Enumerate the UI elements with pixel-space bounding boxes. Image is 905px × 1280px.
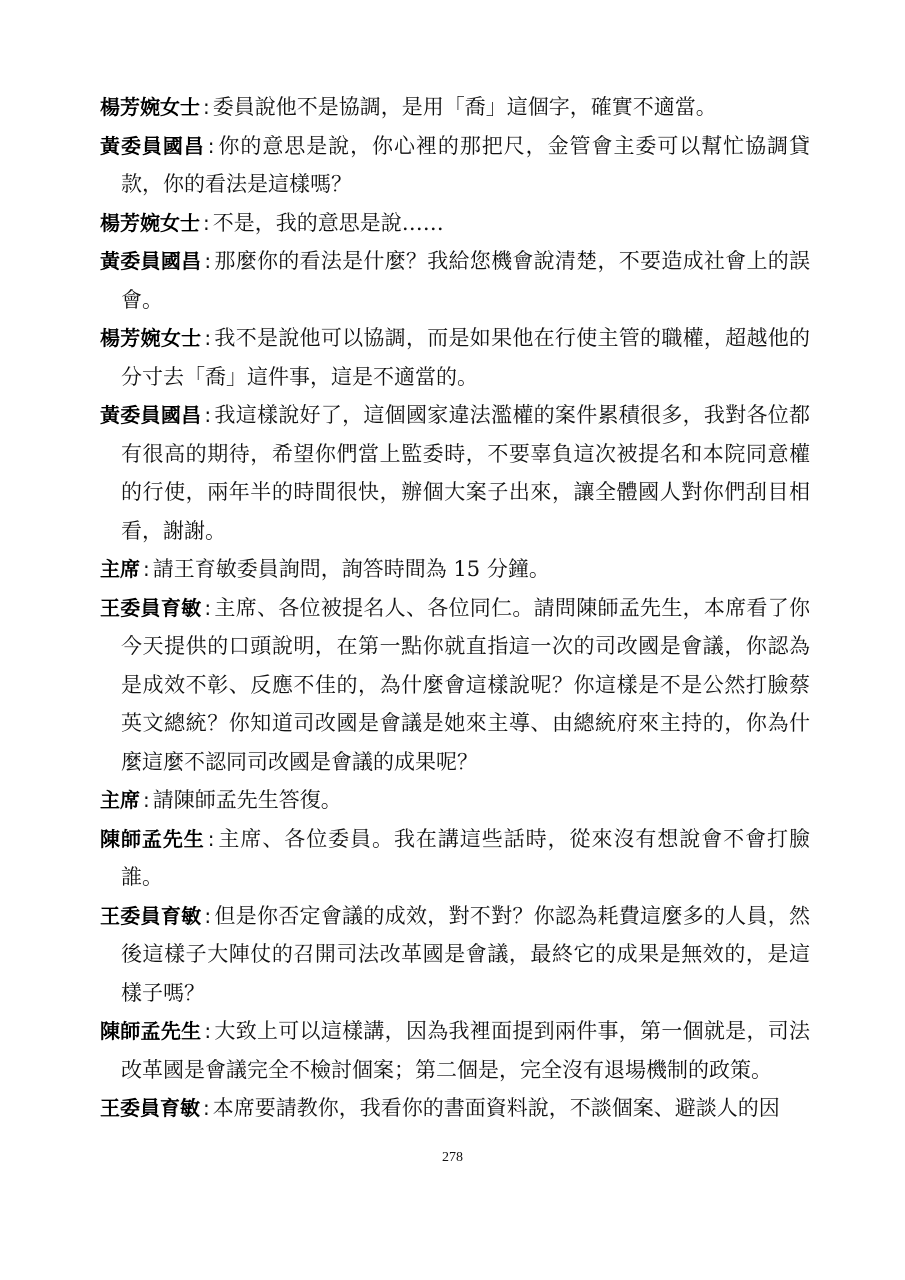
- transcript-entry: [100, 88, 810, 127]
- speech-text: 那麼你的看法是什麼？我給您機會說清楚，不要造成社會上的誤會。: [121, 249, 811, 312]
- transcript-entry: [100, 1089, 810, 1128]
- speech-text: 主席、各位委員。我在講這些話時，從來沒有想說會不會打臉誰。: [121, 826, 811, 889]
- speech-text: 你的意思是說，你心裡的那把尺，金管會主委可以幫忙協調貸款，你的看法是這樣嗎？: [121, 133, 811, 196]
- speech-text: 委員說他不是協調，是用「喬」這個字，確實不適當。: [212, 95, 717, 119]
- speaker-name: 王委員育敏: [100, 595, 202, 620]
- speech-text: 我不是說他可以協調，而是如果他在行使主管的職權，超越他的分寸去「喬」這件事，這是不適當的。: [121, 326, 811, 389]
- speech-text: 大致上可以這樣講，因為我裡面提到兩件事，第一個就是，司法改革國是會議完全不檢討個案；第二個是，完全沒有退場機制的政策。: [121, 1019, 811, 1082]
- transcript-entry: [100, 897, 810, 1013]
- speaker-name: 黃委員國昌: [100, 403, 202, 427]
- speaker-name: 王委員育敏: [100, 1096, 200, 1120]
- transcript-entry: [100, 242, 810, 319]
- speaker-name: 楊芳婉女士: [100, 210, 200, 235]
- speaker-name: 黃委員國昌: [100, 133, 205, 158]
- speaker-name: 主席: [100, 788, 140, 812]
- transcript-entry: [100, 550, 810, 589]
- speech-text: 我這樣說好了，這個國家違法濫權的案件累積很多，我對各位都有很高的期待，希望你們當上監委時，不要辜負這次被提名和本院同意權的行使，兩年半的時間很快，辦個大案子出來，讓全體國人對你們刮目相看，謝謝。: [121, 403, 811, 543]
- speaker-colon: :: [204, 249, 212, 273]
- transcript-entry: [100, 204, 810, 243]
- speaker-colon: :: [204, 595, 212, 620]
- speaker-colon: :: [207, 826, 215, 851]
- speaker-name: 主席: [100, 557, 140, 581]
- transcript-entry: [100, 781, 810, 820]
- speaker-colon: :: [204, 326, 212, 350]
- speech-text: 請陳師孟先生答復。: [152, 788, 342, 812]
- speaker-colon: :: [203, 210, 210, 235]
- speaker-name: 陳師孟先生: [100, 826, 205, 851]
- transcript-entry: [100, 319, 810, 396]
- speaker-colon: :: [203, 95, 210, 119]
- speaker-colon: :: [207, 133, 215, 158]
- speaker-name: 王委員育敏: [100, 903, 202, 928]
- transcript-entry: [100, 1012, 810, 1089]
- speech-text: 請王育敏委員詢問，詢答時間為 15 分鐘。: [152, 557, 550, 581]
- speech-text: 本席要請教你，我看你的書面資料說，不談個案、避談人的因: [212, 1096, 780, 1120]
- transcript-entry: [100, 820, 810, 897]
- speech-text: 不是，我的意思是說……: [212, 210, 444, 235]
- speech-text: 主席、各位被提名人、各位同仁。請問陳師孟先生，本席看了你今天提供的口頭說明，在第一點你就直指這一次的司改國是會議，你認為是成效不彰、反應不佳的，為什麼會這樣說呢？你這樣是不是公然打臉蔡英文總統？你知道司改國是會議是她來主導、由總統府來主持的，你為什麼這麼不認同司改國是會議的成果呢？: [121, 595, 811, 774]
- speaker-colon: :: [204, 403, 212, 427]
- speaker-colon: :: [203, 1096, 210, 1120]
- speaker-name: 黃委員國昌: [100, 249, 202, 273]
- speech-text: 但是你否定會議的成效，對不對？你認為耗費這麼多的人員，然後這樣子大陣仗的召開司法改革國是會議，最終它的成果是無效的，是這樣子嗎？: [121, 903, 811, 1005]
- speaker-colon: :: [143, 788, 150, 812]
- speaker-name: 楊芳婉女士: [100, 95, 200, 119]
- speaker-colon: :: [204, 1019, 212, 1043]
- speaker-colon: :: [204, 903, 212, 928]
- page-number: 278: [442, 1150, 463, 1165]
- speaker-colon: :: [143, 557, 150, 581]
- transcript: [100, 88, 810, 1128]
- transcript-entry: [100, 396, 810, 550]
- transcript-entry: [100, 127, 810, 204]
- transcript-entry: [100, 589, 810, 782]
- speaker-name: 楊芳婉女士: [100, 326, 202, 350]
- speaker-name: 陳師孟先生: [100, 1019, 202, 1043]
